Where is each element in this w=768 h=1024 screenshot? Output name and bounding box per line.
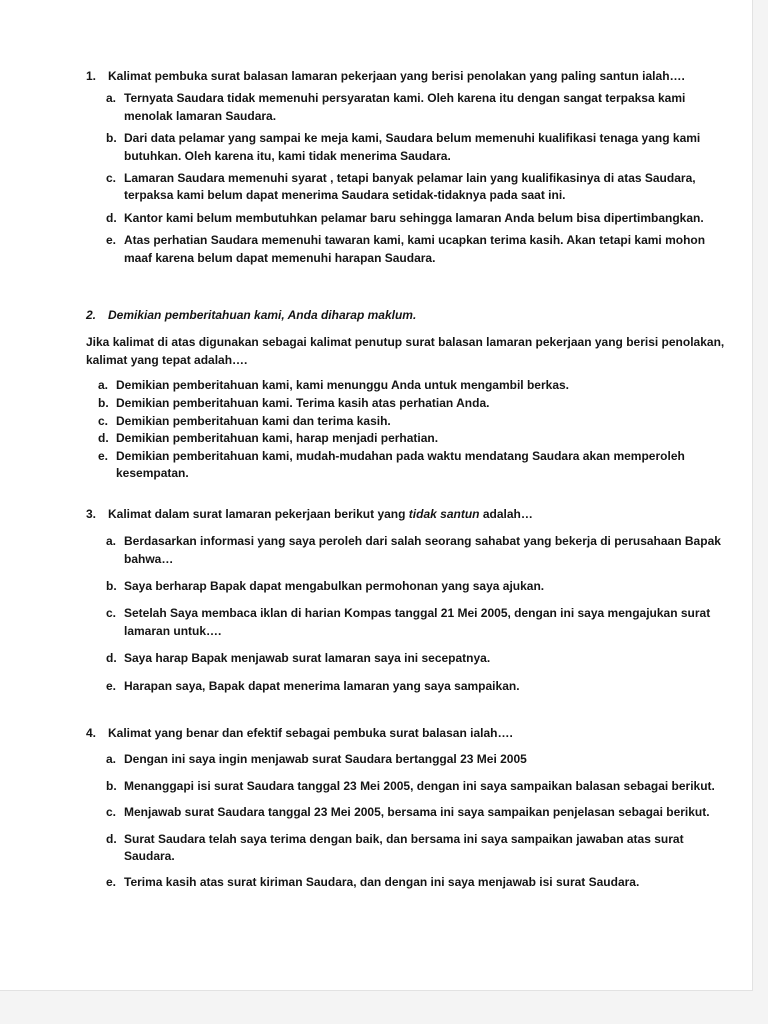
option-text: Berdasarkan informasi yang saya peroleh dari salah seorang sahabat yang bekerja di perusahaan Bapak bahwa…	[124, 534, 721, 566]
option-text: Dari data pelamar yang sampai ke meja kami, Saudara belum memenuhi kualifikasi tenaga yang kami butuhkan. Oleh karena itu, kami tidak menerima Saudara.	[124, 131, 701, 163]
question-1-options	[106, 90, 736, 267]
option-text: Surat Saudara telah saya terima dengan baik, dan bersama ini saya sampaikan jawaban atas surat Saudara.	[124, 831, 684, 863]
option-label: d.	[106, 831, 117, 846]
question-number: 3.	[86, 506, 97, 521]
option-label: a.	[98, 378, 109, 393]
question-number: 1.	[86, 69, 97, 83]
option-label: c.	[106, 606, 117, 621]
option-label: c.	[106, 805, 117, 820]
option-text: Kantor kami belum membutuhkan pelamar baru sehingga lamaran Anda belum bisa dipertimbangkan.	[124, 210, 704, 225]
option-label: b.	[106, 131, 117, 146]
question-text	[108, 506, 736, 523]
option-a	[106, 90, 736, 125]
question-4	[86, 725, 736, 892]
option-text: Harapan saya, Bapak dapat menerima lamaran yang saya sampaikan.	[124, 678, 520, 693]
question-4-stem	[86, 725, 736, 742]
option-c	[98, 413, 736, 430]
question-3-options	[106, 533, 736, 695]
question-text: Kalimat yang benar dan efektif sebagai pembuka surat balasan ialah….	[108, 725, 513, 740]
option-text: Demikian pemberitahuan kami, kami menunggu Anda untuk mengambil berkas.	[116, 378, 569, 393]
option-label: c.	[106, 170, 117, 185]
option-label: e.	[98, 449, 109, 464]
question-2-stem	[86, 307, 736, 324]
question-2	[86, 307, 736, 482]
option-d	[106, 650, 736, 667]
option-label: d.	[98, 431, 109, 446]
option-text: Saya berharap Bapak dapat mengabulkan permohonan yang saya ajukan.	[124, 579, 545, 594]
option-a	[106, 533, 736, 568]
option-c	[106, 804, 736, 821]
option-label: d.	[106, 651, 117, 666]
option-label: e.	[106, 233, 117, 248]
option-label: b.	[98, 395, 109, 410]
option-e	[106, 874, 736, 891]
question-2-intro: Jika kalimat di atas digunakan sebagai kalimat penutup surat balasan lamaran pekerjaan yang berisi penolakan, kalimat yang tepat adalah….	[86, 335, 725, 367]
option-text: Menanggapi isi surat Saudara tanggal 23 Mei 2005, dengan ini saya sampaikan balasan sebagai berikut.	[124, 778, 715, 793]
option-text: Demikian pemberitahuan kami, mudah-mudahan pada waktu mendatang Saudara akan memperoleh kesempatan.	[116, 449, 685, 481]
option-e	[106, 232, 736, 267]
option-label: a.	[106, 534, 117, 549]
question-number: 4.	[86, 725, 97, 740]
option-label: d.	[106, 210, 117, 225]
option-d	[106, 210, 736, 227]
question-2-options	[98, 377, 736, 482]
option-b	[98, 395, 736, 412]
question-1-stem	[86, 68, 736, 85]
option-e	[106, 678, 736, 695]
option-text: Ternyata Saudara tidak memenuhi persyaratan kami. Oleh karena itu dengan sangat terpaksa kami menolak lamaran Saudara.	[124, 91, 686, 123]
question-3	[86, 506, 736, 695]
question-3-stem	[86, 506, 736, 523]
option-b	[106, 578, 736, 595]
option-text: Atas perhatian Saudara memenuhi tawaran kami, kami ucapkan terima kasih. Akan tetapi kami mohon maaf karena belum dapat memenuhi harapan Saudara.	[124, 233, 706, 265]
option-text: Setelah Saya membaca iklan di harian Kompas tanggal 21 Mei 2005, dengan ini saya mengajukan surat lamaran untuk….	[124, 606, 711, 638]
option-text: Menjawab surat Saudara tanggal 23 Mei 2005, bersama ini saya sampaikan penjelasan sebagai berikut.	[124, 805, 710, 820]
option-text: Lamaran Saudara memenuhi syarat , tetapi banyak pelamar lain yang kualifikasinya di atas Saudara, terpaksa kami belum dapat menerima Saudara setidak-tidaknya pada saat ini.	[124, 170, 696, 203]
stem-italic-phrase: tidak santun	[408, 506, 480, 521]
option-text: Demikian pemberitahuan kami, harap menjadi perhatian.	[116, 431, 439, 446]
stem-prefix: Kalimat dalam surat lamaran pekerjaan berikut yang	[108, 506, 409, 521]
question-text: Demikian pemberitahuan kami, Anda diharap maklum.	[108, 307, 417, 322]
question-number: 2.	[86, 307, 97, 322]
question-1	[86, 68, 736, 267]
option-label: e.	[106, 678, 117, 693]
option-label: b.	[106, 778, 117, 793]
option-text: Demikian pemberitahuan kami. Terima kasih atas perhatian Anda.	[116, 395, 490, 410]
option-label: a.	[106, 752, 117, 767]
option-c	[106, 605, 736, 640]
option-b	[106, 130, 736, 165]
question-text: Kalimat pembuka surat balasan lamaran pekerjaan yang berisi penolakan yang paling santun ialah….	[108, 69, 685, 83]
option-e	[98, 448, 736, 482]
option-b	[106, 778, 736, 795]
option-text: Terima kasih atas surat kiriman Saudara, dan dengan ini saya menjawab isi surat Saudara.	[124, 875, 640, 890]
option-d	[98, 430, 736, 447]
option-a	[98, 377, 736, 394]
option-label: e.	[106, 875, 117, 890]
option-label: a.	[106, 91, 117, 106]
stem-suffix: adalah…	[479, 506, 533, 521]
option-c	[106, 170, 736, 205]
option-text: Saya harap Bapak menjawab surat lamaran saya ini secepatnya.	[124, 651, 491, 666]
question-4-options	[106, 751, 736, 891]
option-a	[106, 751, 736, 768]
option-text: Dengan ini saya ingin menjawab surat Saudara bertanggal 23 Mei 2005	[124, 752, 527, 767]
option-text: Demikian pemberitahuan kami dan terima kasih.	[116, 413, 391, 428]
option-label: b.	[106, 579, 117, 594]
option-label: c.	[98, 413, 109, 428]
option-d	[106, 831, 736, 866]
